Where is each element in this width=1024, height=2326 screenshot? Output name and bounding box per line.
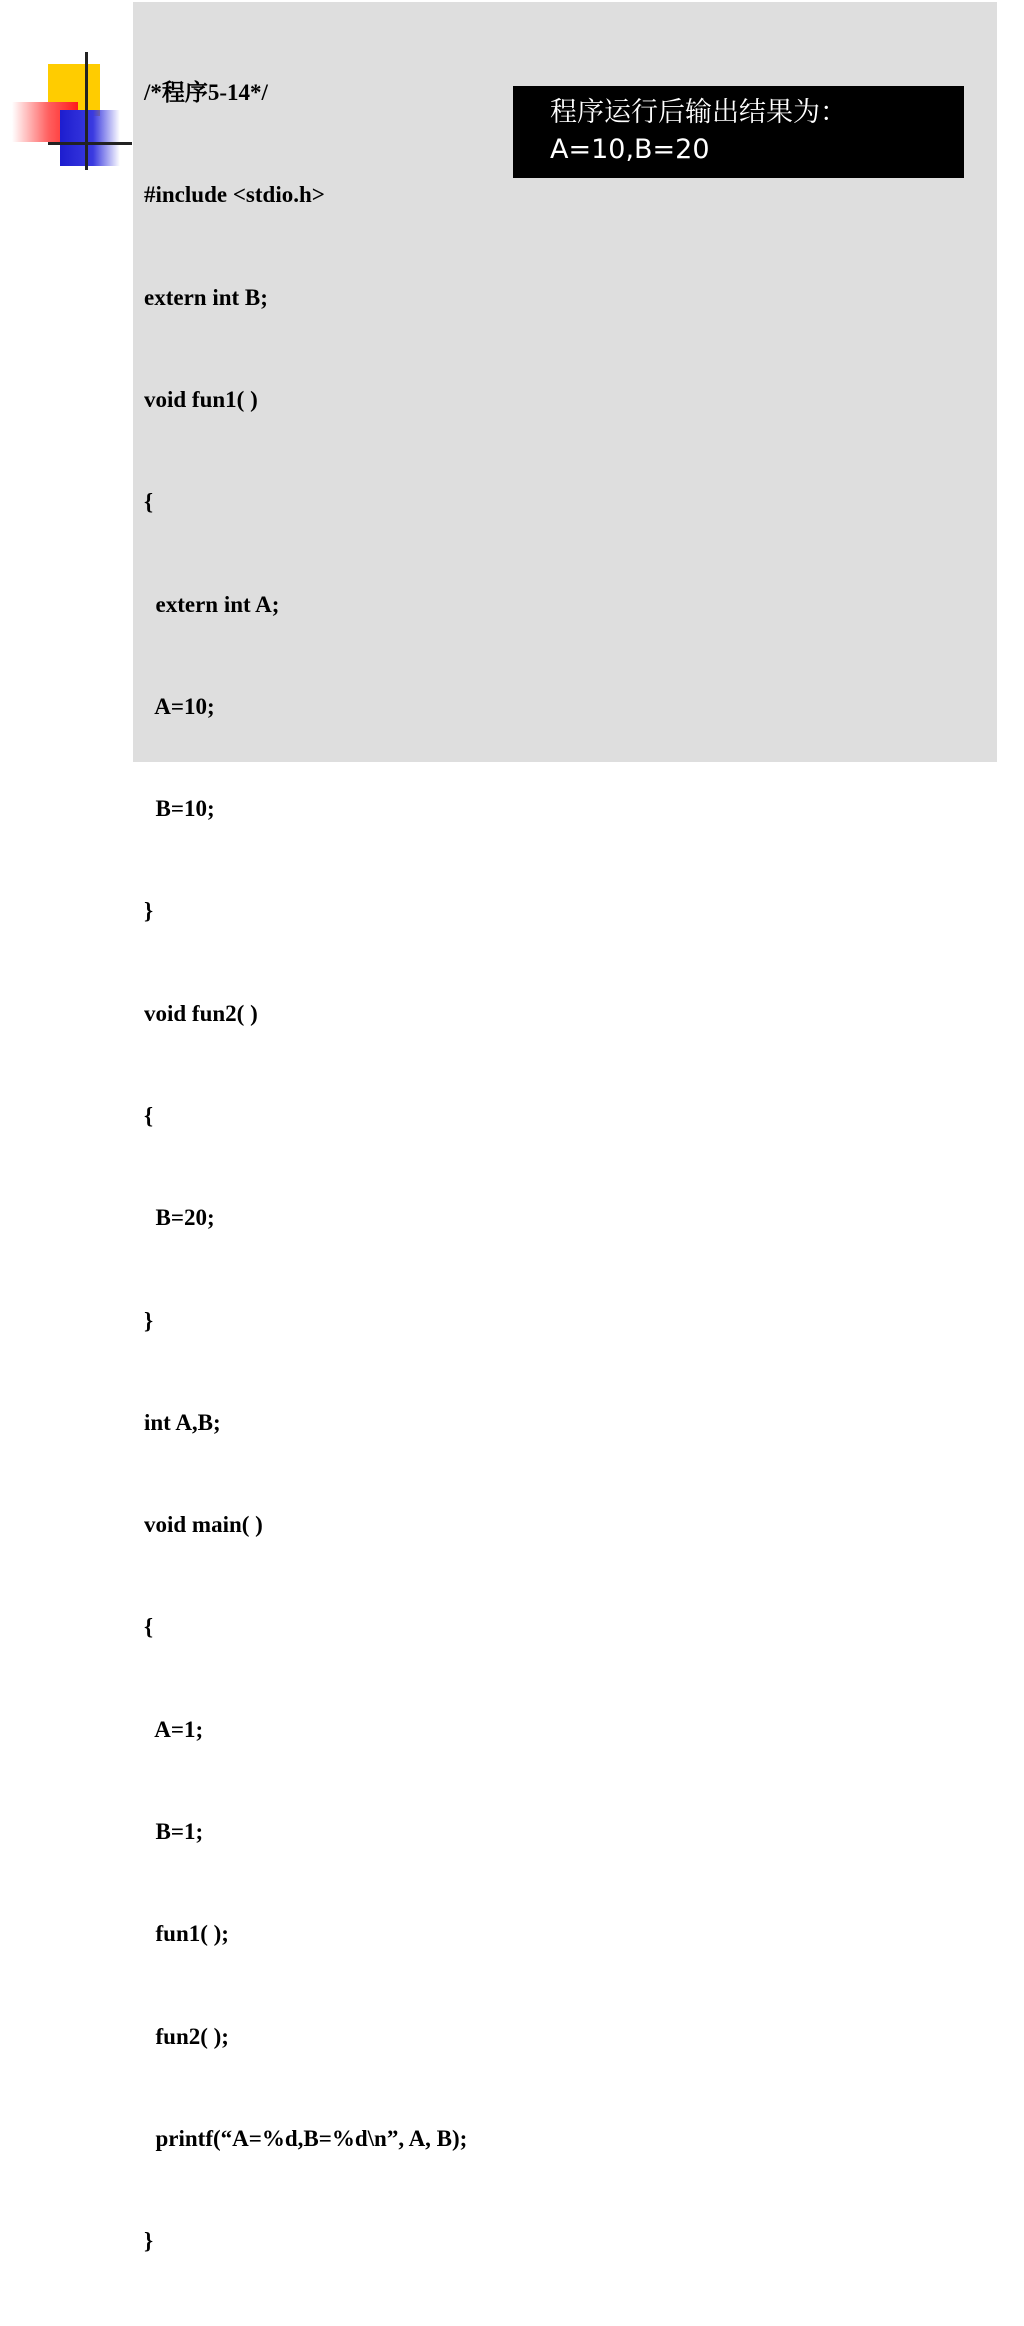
code-line: fun2( ); — [144, 2023, 229, 2049]
decorative-logo — [12, 52, 132, 174]
code-line: void fun2( ) — [144, 1000, 258, 1026]
code-line: } — [144, 898, 154, 924]
code-line: extern int A; — [144, 591, 280, 617]
code-line: /*程序5-14*/ — [144, 80, 268, 106]
code-line: void fun1( ) — [144, 387, 258, 413]
code-line: { — [144, 1103, 154, 1128]
code-line: B=20; — [144, 1205, 215, 1231]
code-line: void main( ) — [144, 1512, 263, 1538]
code-line: B=1; — [144, 1818, 204, 1844]
output-result: A=10,B=20 — [550, 134, 710, 165]
code-line: #include <stdio.h> — [144, 182, 325, 208]
code-line: fun1( ); — [144, 1921, 229, 1947]
code-line: B=10; — [144, 796, 215, 822]
code-line: } — [144, 1307, 154, 1333]
code-line: A=10; — [144, 693, 215, 719]
blue-square-decoration — [60, 110, 120, 166]
vertical-line-decoration — [85, 52, 88, 170]
code-line: { — [144, 489, 154, 515]
code-line: A=1; — [144, 1716, 204, 1742]
code-line: int A,B; — [144, 1409, 221, 1435]
code-line: } — [144, 2228, 154, 2254]
output-result-box — [513, 86, 964, 178]
code-line: extern int B; — [144, 284, 268, 310]
code-block — [144, 8, 467, 2326]
horizontal-line-decoration — [48, 142, 132, 145]
output-title: 程序运行后输出结果为： — [550, 97, 847, 128]
code-line: printf(“A=%d,B=%d\n”, A, B); — [144, 2125, 468, 2151]
code-line: { — [144, 1614, 154, 1640]
